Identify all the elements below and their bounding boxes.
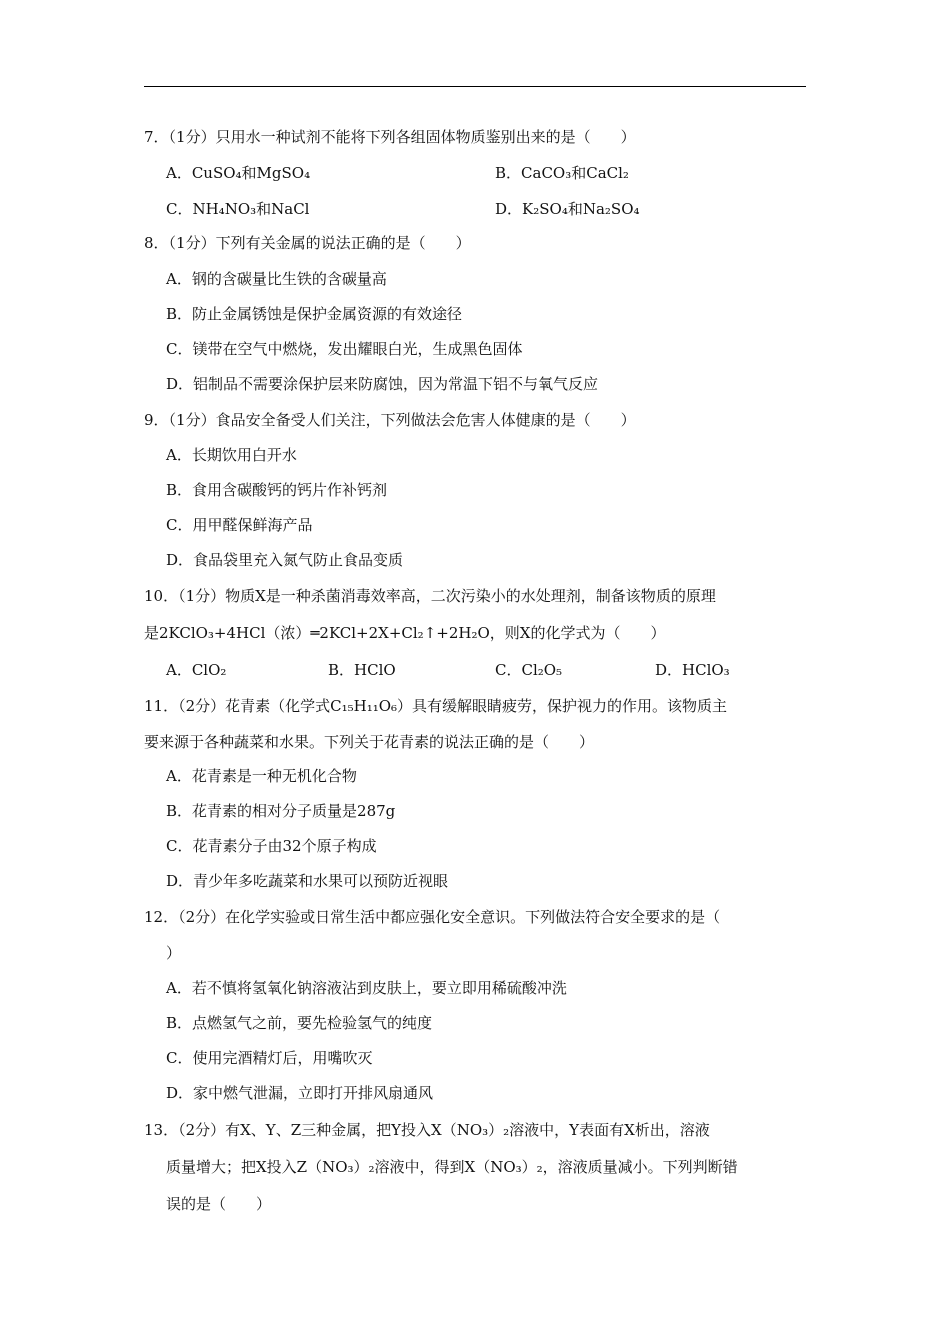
q12-option-c[interactable]: C．使用完酒精灯后，用嘴吹灭: [166, 1049, 373, 1067]
q10-stem-line-1: 10．（1分）物质X是一种杀菌消毒效率高，二次污染小的水处理剂，制备该物质的原理: [144, 587, 716, 605]
q8-option-b[interactable]: B．防止金属锈蚀是保护金属资源的有效途径: [166, 305, 463, 323]
q11-option-b[interactable]: B．花青素的相对分子质量是287g: [166, 802, 396, 820]
q9-option-c[interactable]: C．用甲醛保鲜海产品: [166, 516, 313, 534]
q7-option-d[interactable]: D．K₂SO₄和Na₂SO₄: [495, 200, 640, 218]
q9-option-a[interactable]: A．长期饮用白开水: [166, 446, 297, 464]
q9-option-b[interactable]: B．食用含碳酸钙的钙片作补钙剂: [166, 481, 388, 499]
q8-stem: 8．（1分）下列有关金属的说法正确的是（ ）: [144, 234, 471, 252]
q12-stem-line-1: 12．（2分）在化学实验或日常生活中都应强化安全意识。下列做法符合安全要求的是（: [144, 908, 721, 926]
q8-option-c[interactable]: C．镁带在空气中燃烧，发出耀眼白光，生成黑色固体: [166, 340, 523, 358]
q8-option-d[interactable]: D．铝制品不需要涂保护层来防腐蚀，因为常温下铝不与氧气反应: [166, 375, 599, 393]
q7-stem: 7．（1分）只用水一种试剂不能将下列各组固体物质鉴别出来的是（ ）: [144, 128, 636, 146]
q10-stem-line-2: 是2KClO₃+4HCl（浓）═2KCl+2X+Cl₂↑+2H₂O，则X的化学式为（ ）: [144, 624, 666, 642]
q11-stem-line-2: 要来源于各种蔬菜和水果。下列关于花青素的说法正确的是（ ）: [144, 733, 595, 751]
q12-stem-line-2: ）: [166, 944, 182, 962]
q13-stem-line-3: 误的是（ ）: [166, 1195, 272, 1213]
q10-option-b[interactable]: B．HClO: [328, 661, 396, 679]
q11-option-d[interactable]: D．青少年多吃蔬菜和水果可以预防近视眼: [166, 872, 449, 890]
q10-option-d[interactable]: D．HClO₃: [655, 661, 730, 679]
q11-option-a[interactable]: A．花青素是一种无机化合物: [166, 767, 357, 785]
q11-option-c[interactable]: C．花青素分子由32个原子构成: [166, 837, 377, 855]
q8-option-a[interactable]: A．钢的含碳量比生铁的含碳量高: [166, 270, 387, 288]
q13-stem-line-2: 质量增大；把X投入Z（NO₃）₂溶液中，得到X（NO₃）₂，溶液质量减小。下列判断错: [166, 1158, 738, 1176]
q7-option-b[interactable]: B．CaCO₃和CaCl₂: [495, 164, 629, 182]
q9-option-d[interactable]: D．食品袋里充入氮气防止食品变质: [166, 551, 404, 569]
q12-option-a[interactable]: A．若不慎将氢氧化钠溶液沾到皮肤上，要立即用稀硫酸冲洗: [166, 979, 567, 997]
header-rule: [144, 86, 806, 87]
q7-option-a[interactable]: A．CuSO₄和MgSO₄: [166, 164, 311, 182]
q10-option-c[interactable]: C．Cl₂O₅: [495, 661, 563, 679]
q12-option-b[interactable]: B．点燃氢气之前，要先检验氢气的纯度: [166, 1014, 433, 1032]
q10-option-a[interactable]: A．ClO₂: [166, 661, 227, 679]
q11-stem-line-1: 11．（2分）花青素（化学式C₁₅H₁₁O₆）具有缓解眼睛疲劳，保护视力的作用。该物质主: [144, 697, 728, 715]
q12-option-d[interactable]: D．家中燃气泄漏，立即打开排风扇通风: [166, 1084, 434, 1102]
q9-stem: 9．（1分）食品安全备受人们关注，下列做法会危害人体健康的是（ ）: [144, 411, 636, 429]
q13-stem-line-1: 13．（2分）有X、Y、Z三种金属，把Y投入X（NO₃）₂溶液中，Y表面有X析出，溶液: [144, 1121, 710, 1139]
q7-option-c[interactable]: C．NH₄NO₃和NaCl: [166, 200, 310, 218]
